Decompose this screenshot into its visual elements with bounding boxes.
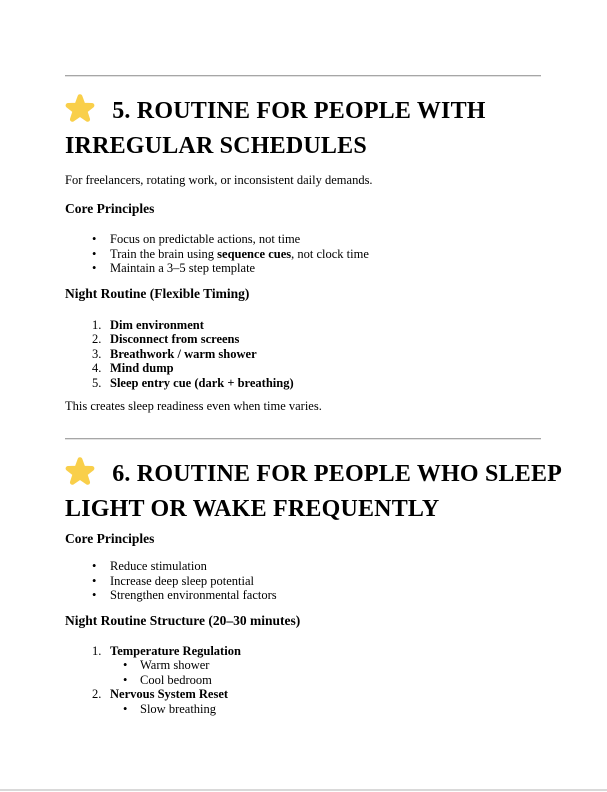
list-item-text: Mind dump <box>110 361 174 375</box>
number-marker: 2. <box>92 687 102 701</box>
list-item-text: Disconnect from screens <box>110 332 240 346</box>
sub-list-item <box>65 658 541 673</box>
number-marker: 3. <box>92 346 102 361</box>
list-item-text: Warm shower <box>140 658 210 672</box>
list-item-text: Maintain a 3–5 step template <box>110 261 256 275</box>
section6-heading-text: 6. ROUTINE FOR PEOPLE WHO SLEEP LIGHT OR WAKE FREQUENTLY <box>65 461 561 522</box>
section5-heading-text: 5. ROUTINE FOR PEOPLE WITH IRREGULAR SCHEDULES <box>65 98 486 159</box>
bullet-marker: • <box>123 701 128 716</box>
list-item-text: Reduce stimulation <box>110 559 207 573</box>
document-content <box>65 0 561 716</box>
section6-structure-title: Night Routine Structure (20–30 minutes) <box>65 612 301 628</box>
bullet-marker: • <box>123 658 128 672</box>
section5-routine-list <box>65 318 541 391</box>
list-item <box>65 644 541 659</box>
section5-core-list <box>65 232 541 276</box>
page-bottom-edge <box>0 789 607 791</box>
bullet-marker: • <box>92 246 97 261</box>
number-marker: 1. <box>92 643 102 658</box>
list-item <box>65 261 541 276</box>
list-item-text: Sleep entry cue (dark + breathing) <box>110 375 294 390</box>
number-marker: 4. <box>92 361 102 375</box>
section6-heading <box>65 456 565 527</box>
list-item <box>65 247 541 262</box>
list-item <box>65 574 541 589</box>
section5-closing: This creates sleep readiness even when time varies. <box>65 399 322 413</box>
list-item-text: Dim environment <box>110 317 204 332</box>
bullet-marker: • <box>92 232 97 246</box>
section6-core-list <box>65 559 541 603</box>
section5-intro: For freelancers, rotating work, or inconsistent daily demands. <box>65 173 373 187</box>
list-item-text: Slow breathing <box>140 701 217 716</box>
list-item <box>65 588 541 603</box>
horizontal-rule <box>65 75 541 77</box>
list-item-text <box>110 247 369 262</box>
list-item-text-prefix: Train the brain using <box>110 246 218 261</box>
horizontal-rule <box>65 438 541 440</box>
star-icon <box>65 93 95 123</box>
sub-list-item <box>65 702 541 717</box>
bullet-marker: • <box>92 261 97 275</box>
list-item <box>65 232 541 247</box>
list-item <box>65 559 541 574</box>
number-marker: 1. <box>92 317 102 332</box>
list-item <box>65 376 541 391</box>
section6-structure-list <box>65 644 541 717</box>
number-marker: 2. <box>92 332 102 346</box>
list-item <box>65 687 541 702</box>
bullet-marker: • <box>92 573 97 588</box>
bullet-marker: • <box>123 672 128 687</box>
list-item-text: Breathwork / warm shower <box>110 346 257 361</box>
list-item <box>65 332 541 347</box>
list-item-text: Focus on predictable actions, not time <box>110 232 301 246</box>
bullet-marker: • <box>92 588 97 602</box>
list-item <box>65 318 541 333</box>
section5-heading <box>65 93 565 164</box>
list-item-text: Strengthen environmental factors <box>110 588 277 602</box>
section5-core-title: Core Principles <box>65 201 155 216</box>
number-marker: 5. <box>92 375 102 390</box>
list-item-text: Cool bedroom <box>140 672 212 687</box>
star-icon <box>65 456 95 486</box>
bullet-marker: • <box>92 559 97 573</box>
list-item-text: Temperature Regulation <box>110 643 241 658</box>
section5-routine-title: Night Routine (Flexible Timing) <box>65 285 250 301</box>
list-item-text-suffix: , not clock time <box>291 246 369 261</box>
list-item-text: Nervous System Reset <box>110 687 229 701</box>
section6-core-title: Core Principles <box>65 531 155 546</box>
sub-list-item <box>65 673 541 688</box>
list-item <box>65 361 541 376</box>
list-item-text-bold: sequence cues <box>217 246 292 261</box>
list-item-text: Increase deep sleep potential <box>110 573 255 588</box>
list-item <box>65 347 541 362</box>
